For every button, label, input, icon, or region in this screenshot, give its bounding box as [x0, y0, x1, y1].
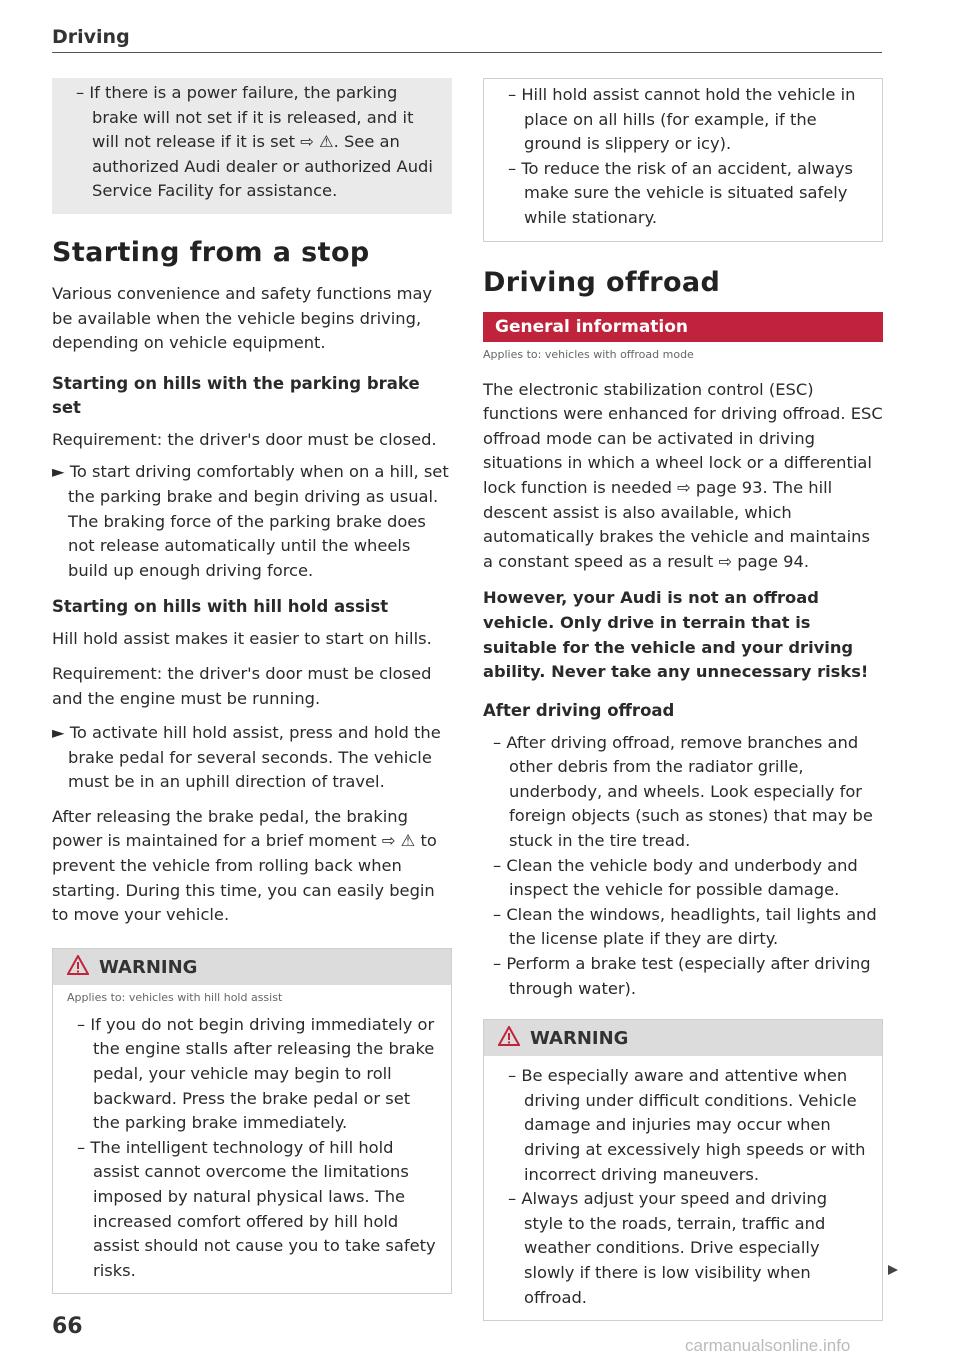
heading-starting-from-stop: Starting from a stop — [52, 236, 370, 268]
warning-item: – The intelligent technology of hill hold assist cannot overcome the limitations imposed by natural physical laws. The increased comfort offered by hill hold assist should not cause you to take safety risks. — [77, 1137, 436, 1280]
heading-driving-offroad: Driving offroad — [483, 266, 721, 298]
heading-after-offroad: After driving offroad — [483, 700, 675, 720]
warning-item: – Be especially aware and attentive when driving under difficult conditions. Vehicle damage and injuries may occur when driving at excessively high speeds or with incorrect driving maneuvers. — [508, 1066, 866, 1184]
requirement-2: Requirement: the driver's door must be closed and the engine must be running. — [52, 663, 432, 708]
requirement-1: Requirement: the driver's door must be closed. — [52, 429, 437, 449]
step-1: ► To start driving comfortably when on a hill, set the parking brake and begin driving as usual. The braking force of the parking brake does not release automatically until the wheels build up enough driving force. — [52, 462, 449, 580]
left-column — [52, 78, 452, 1294]
continued-warning-box — [52, 78, 452, 214]
after-release-paragraph: After releasing the brake pedal, the braking power is maintained for a brief moment ⇨ ⚠ to prevent the vehicle from rolling back when starting. During this time, you can easily begin to move your vehicle. — [52, 806, 437, 925]
intro-paragraph: Various convenience and safety functions may be available when the vehicle begins driving, depending on vehicle equipment. — [52, 283, 433, 353]
after-item: – Clean the windows, headlights, tail lights and the license plate if they are dirty. — [493, 904, 877, 949]
warning-triangle-icon — [67, 955, 99, 980]
section-bar-general-information: General information — [483, 312, 883, 342]
warning-title: WARNING — [99, 956, 198, 978]
heading-parking-brake: Starting on hills with the parking brake set — [52, 373, 420, 417]
step-2: ► To activate hill hold assist, press and hold the brake pedal for several seconds. The vehicle must be in an uphill direction of travel. — [52, 723, 441, 792]
warning-title: WARNING — [530, 1028, 629, 1050]
applies-to: Applies to: vehicles with hill hold assist — [67, 990, 283, 1004]
warning-item: – If you do not begin driving immediately or the engine stalls after releasing the brake pedal, your vehicle may begin to roll backward. Press the brake pedal or set the parking brake immediately. — [77, 1014, 435, 1133]
watermark: carmanualsonline.info — [685, 1336, 851, 1355]
page-number: 66 — [52, 1314, 83, 1339]
warning-header — [53, 949, 451, 985]
esc-paragraph: The electronic stabilization control (ESC) functions were enhanced for driving offroad. ESC offroad mode can be activated in driving situations in which a wheel lock or a differential lock function is needed ⇨ page 93. The hill descent assist is also available, which automatically brakes the vehicle and maintains a constant speed as a result ⇨ page 94. — [483, 379, 883, 571]
running-header: Driving — [52, 26, 130, 48]
box-item: – Hill hold assist cannot hold the vehicle in place on all hills (for example, if the ground is slippery or icy). — [508, 85, 856, 154]
hill-hold-intro: Hill hold assist makes it easier to start on hills. — [52, 629, 432, 649]
offroad-caution: However, your Audi is not an offroad vehicle. Only drive in terrain that is suitable for the vehicle and your driving ability. Never take any unnecessary risks! — [483, 588, 869, 682]
applies-to: Applies to: vehicles with offroad mode — [483, 347, 694, 361]
warning-box-hill-hold — [52, 948, 452, 1295]
warning-box-offroad — [483, 1019, 883, 1321]
box-item: – If there is a power failure, the parking brake will not set if it is released, and it will not release if it is set ⇨ ⚠. See an authorized Audi dealer or authorized Audi Service Facility for assistance. — [76, 83, 433, 201]
warning-triangle-icon — [498, 1026, 530, 1051]
continued-warning-box-right — [483, 78, 883, 242]
heading-hill-hold: Starting on hills with hill hold assist — [52, 597, 389, 617]
after-item: – Perform a brake test (especially after driving through water). — [493, 954, 871, 998]
header-rule — [52, 52, 882, 53]
after-item: – Clean the vehicle body and underbody and inspect the vehicle for possible damage. — [493, 855, 858, 900]
after-item: – After driving offroad, remove branches and other debris from the radiator grille, underbody, and wheels. Look especially for foreign objects (such as stones) that may be stuck in the tire tread. — [493, 732, 873, 851]
warning-item: – Always adjust your speed and driving style to the roads, terrain, traffic and weather conditions. Drive especially slowly if there is low visibility when offroad. — [508, 1189, 828, 1307]
right-column — [483, 78, 883, 1321]
box-item: – To reduce the risk of an accident, always make sure the vehicle is situated safely while stationary. — [508, 158, 854, 227]
continue-arrow-icon — [885, 1262, 901, 1282]
warning-header — [484, 1020, 882, 1056]
